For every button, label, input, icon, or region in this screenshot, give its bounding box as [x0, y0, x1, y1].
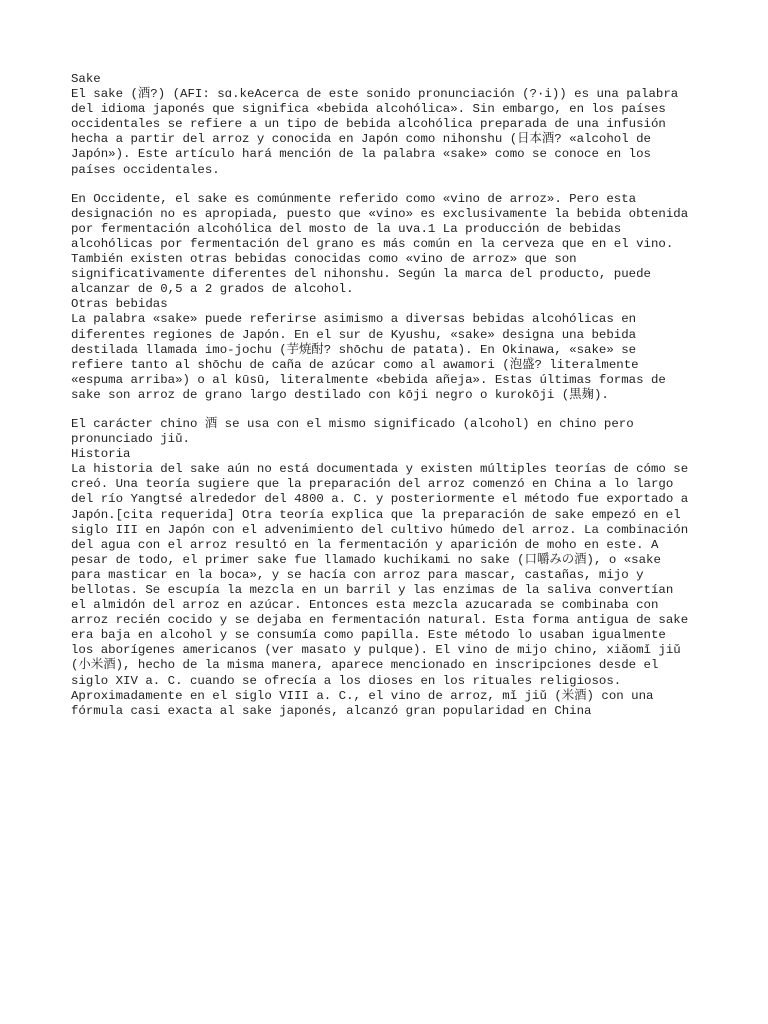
paragraph-gap: [71, 178, 701, 192]
text-line: «espuma arriba») o al kūsū, literalmente «bebida añeja». Estas últimas formas de: [71, 372, 666, 387]
text-line: Japón»). Este artículo hará mención de la palabra «sake» como se conoce en los: [71, 147, 651, 162]
text-line: siglo III en Japón con el advenimiento del cultivo húmedo del arroz. La combinación: [71, 522, 689, 537]
text-line: pronunciado jiǔ.: [71, 432, 190, 447]
text-line: siglo XIV a. C. cuando se ofrecía a los dioses en los rituales religiosos.: [71, 673, 622, 688]
text-line: designación no es apropiada, puesto que «vino» es exclusivamente la bebida obtenida: [71, 206, 689, 221]
text-line: occidentales se refiere a un tipo de bebida alcohólica preparada de una infusión: [71, 117, 666, 132]
text-line: el almidón del arroz en azúcar. Entonces esta mezcla azucarada se combinaba con: [71, 598, 659, 613]
text-line: sake son arroz de grano largo destilado con kōji negro o kurokōji (黒麹).: [71, 387, 609, 402]
paragraph-gap: [71, 403, 701, 417]
text-line: pesar de todo, el primer sake fue llamado kuchikami no sake (口嚼みの酒), o «sake: [71, 552, 661, 567]
paragraph-caracter-chino: [71, 417, 701, 447]
text-line: los aborígenes americanos (ver masato y pulque). El vino de mijo chino, xiǎomǐ jiǔ: [71, 643, 681, 658]
text-line: La palabra «sake» puede referirse asimismo a diversas bebidas alcohólicas en: [71, 312, 637, 327]
text-line: para masticar en la boca», y se hacía con arroz para mascar, castañas, mijo y: [71, 567, 644, 582]
document-page: [71, 72, 701, 719]
text-line: El sake (酒?) (AFI: sɑ.keAcerca de este sonido pronunciación (?·i)) es una palabra: [71, 87, 679, 102]
text-line: del río Yangtsé alrededor del 4800 a. C. y posteriormente el método fue exportado a: [71, 492, 689, 507]
section-heading-otras-bebidas: Otras bebidas: [71, 297, 168, 312]
text-line: hecha a partir del arroz y conocida en Japón como nihonshu (日本酒? «alcohol de: [71, 132, 651, 147]
paragraph-intro: [71, 87, 701, 178]
text-line: En Occidente, el sake es comúnmente referido como «vino de arroz». Pero esta: [71, 191, 637, 206]
text-line: destilada llamada imo-jochu (芋焼酎? shōchu de patata). En Okinawa, «sake» se: [71, 342, 637, 357]
text-line: (小米酒), hecho de la misma manera, aparece mencionado en inscripciones desde el: [71, 658, 659, 673]
text-line: Aproximadamente en el siglo VIII a. C., el vino de arroz, mǐ jiǔ (米酒) con una: [71, 688, 654, 703]
paragraph-occidente: [71, 192, 701, 298]
text-line: El carácter chino 酒 se usa con el mismo significado (alcohol) en chino pero: [71, 416, 634, 431]
text-line: del idioma japonés que significa «bebida alcohólica». Sin embargo, en los países: [71, 102, 666, 117]
text-line: Japón.[cita requerida] Otra teoría explica que la preparación de sake empezó en el: [71, 507, 681, 522]
text-line: era baja en alcohol y se consumía como papilla. Este método lo usaban igualmente: [71, 628, 666, 643]
text-line: creó. Una teoría sugiere que la preparación del arroz comenzó en China a lo largo: [71, 477, 674, 492]
text-line: refiere tanto al shōchu de caña de azúcar como al awamori (泡盛? literalmente: [71, 357, 639, 372]
document-title: Sake: [71, 72, 101, 86]
paragraph-otras-bebidas: [71, 312, 701, 403]
text-line: países occidentales.: [71, 162, 220, 177]
text-line: alcanzar de 0,5 a 2 grados de alcohol.: [71, 282, 354, 297]
text-line: alcohólicas por fermentación del grano es más común en la cerveza que en el vino.: [71, 236, 674, 251]
section-heading-historia: Historia: [71, 447, 131, 462]
text-line: del agua con el arroz resultó en la fermentación y aparición de moho en este. A: [71, 537, 659, 552]
text-line: arroz recién cocido y se dejaba en fermentación natural. Esta forma antigua de sake: [71, 613, 689, 628]
text-line: por fermentación alcohólica del mosto de la uva.1 La producción de bebidas: [71, 221, 622, 236]
text-line: diferentes regiones de Japón. En el sur de Kyushu, «sake» designa una bebida: [71, 327, 637, 342]
text-line: También existen otras bebidas conocidas como «vino de arroz» que son: [71, 252, 577, 267]
text-line: bellotas. Se escupía la mezcla en un barril y las enzimas de la saliva convertían: [71, 583, 674, 597]
paragraph-historia: [71, 462, 701, 719]
text-line: significativamente diferentes del nihonshu. Según la marca del producto, puede: [71, 267, 651, 282]
text-line: La historia del sake aún no está documentada y existen múltiples teorías de cómo se: [71, 462, 689, 477]
text-line: fórmula casi exacta al sake japonés, alcanzó gran popularidad en China: [71, 703, 592, 718]
